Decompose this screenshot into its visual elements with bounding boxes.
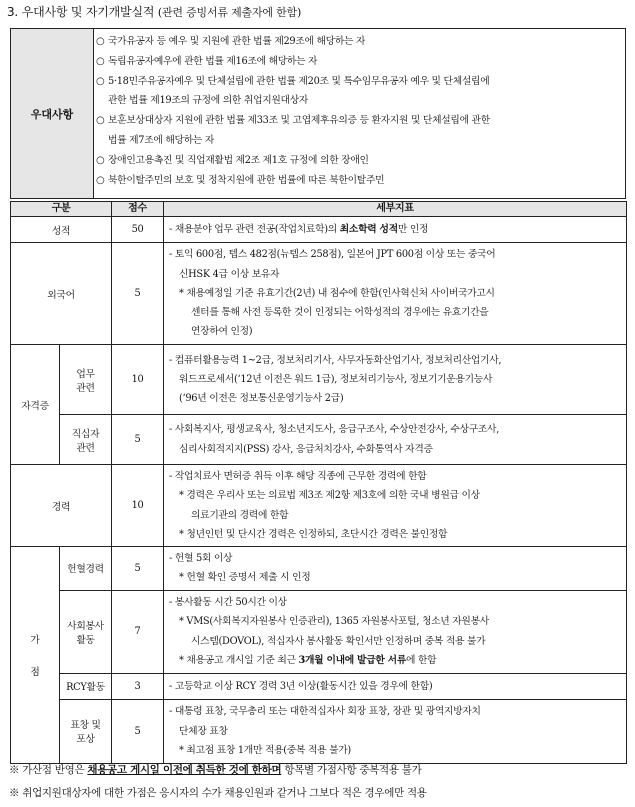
- table-row: [11, 590, 627, 673]
- row-score: 5: [112, 243, 164, 345]
- section-number: 3.: [7, 5, 19, 19]
- row-sublabel: 업무 관련: [60, 345, 112, 415]
- row-score: 5: [112, 699, 164, 763]
- circle-bullet-icon: ○: [96, 55, 105, 67]
- preference-item: ○ 국가유공자 등 예우 및 지원에 관한 법률 제29조에 해당하는 자: [96, 32, 622, 52]
- preference-item-continued: 법률 제7조에 해당하는 자: [108, 134, 215, 146]
- row-sublabel: 직십자 관련: [60, 415, 112, 465]
- section-subtitle: (관련 증빙서류 제출자에 한함): [157, 6, 302, 19]
- table-row: [11, 415, 627, 465]
- preference-item: ○ 독립유공자예우에 관한 법률 제16조에 해당하는 자: [96, 52, 622, 72]
- table-row: [11, 699, 627, 763]
- row-detail: - 컴퓨터활용능력 1~2급, 정보처리기사, 사무자동화산업기사, 정보처리산업기사, 워드프로세서(‘12년 이전은 워드 1급), 정보처리기능사, 정보기기운용기능사 (‘96년 이전은 정보통신운영기능사 2급): [164, 345, 627, 415]
- row-score: 7: [112, 590, 164, 673]
- table-row: [11, 465, 627, 547]
- score-table: [10, 201, 627, 764]
- header-detail: 세부지표: [164, 202, 627, 217]
- preference-item: ○ 5·18민주유공자예우 및 단체설립에 관한 법률 제20조 및 특수임무유공자 예우 및 단체설립에: [96, 72, 622, 92]
- circle-bullet-icon: ○: [96, 154, 105, 166]
- circle-bullet-icon: ○: [96, 115, 105, 127]
- row-detail: - 대통령 표창, 국무총리 또는 대한적십자사 회장 표창, 장관 및 광역지방자치 단체장 표창 * 최고점 표창 1개만 적용(중복 적용 불가): [164, 699, 627, 763]
- table-row: [11, 673, 627, 699]
- row-sublabel: 표창 및 포상: [60, 699, 112, 763]
- table-row: [11, 243, 627, 345]
- preference-item: ○ 장애인고용촉진 및 직업재활법 제2조 제1호 규정에 의한 장애인: [96, 151, 622, 171]
- table-row: [11, 547, 627, 591]
- preference-item: ○ 북한이탈주민의 보호 및 정착지원에 관한 법률에 따른 북한이탈주민: [96, 171, 622, 191]
- circle-bullet-icon: ○: [96, 174, 105, 186]
- circle-bullet-icon: ○: [96, 36, 105, 47]
- row-score: 5: [112, 415, 164, 465]
- preference-list: [96, 32, 622, 190]
- header-score: 점수: [112, 202, 164, 217]
- row-detail: - 작업치료사 면허증 취득 이후 해당 직종에 근무한 경력에 한함 * 경력은 우리사 또는 의료법 제3조 제2항 제3호에 의한 국내 병원급 이상 의료기관의 경력에 한함 * 청년인턴 및 단시간 경력은 인정하되, 초단시간 경력은 불인정함: [164, 465, 627, 547]
- preference-header: 우대사항: [11, 29, 94, 198]
- section-heading: 우대사항 및 자기개발실적: [21, 5, 155, 19]
- section-title: [7, 4, 301, 21]
- row-score: 10: [112, 465, 164, 547]
- row-score: 10: [112, 345, 164, 415]
- row-sublabel: 사회봉사 활동: [60, 590, 112, 673]
- row-detail: - 사회복지사, 평생교육사, 청소년지도사, 응급구조사, 수상안전강사, 수상구조사, 심리사회적지지(PSS) 강사, 응급처치강사, 수화통역사 자격증: [164, 415, 627, 465]
- row-sublabel: 헌혈경력: [60, 547, 112, 591]
- row-detail: - 헌혈 5회 이상 * 헌혈 확인 증명서 제출 시 인정: [164, 547, 627, 591]
- table-header-row: [11, 202, 627, 217]
- row-score: 5: [112, 547, 164, 591]
- footnote-bonus: ※ 가산점 반영은 채용공고 게시일 이전에 취득한 것에 한하며 항목별 가점사항 중복적용 불가: [9, 764, 422, 776]
- row-group-label: 자격증: [11, 345, 60, 465]
- row-label: 성적: [11, 217, 112, 243]
- table-row: [11, 217, 627, 243]
- row-score: 3: [112, 673, 164, 699]
- preference-table: [10, 28, 626, 199]
- preference-item: ○ 보훈보상대상자 지원에 관한 법률 제33조 및 고엽제후유의증 등 환자지원 및 단체설립에 관한: [96, 111, 622, 131]
- header-category: 구분: [11, 202, 112, 217]
- row-label: 외국어: [11, 243, 112, 345]
- footnote-eligibility: ※ 취업지원대상자에 대한 가점은 응시자의 수가 채용인원과 같거나 그보다 적은 경우에만 적용: [9, 787, 427, 799]
- row-label: 경력: [11, 465, 112, 547]
- row-sublabel: RCY활동: [60, 673, 112, 699]
- preference-item-continued: 관한 법률 제19조의 규정에 의한 취업지원대상자: [108, 95, 309, 107]
- table-row: [11, 345, 627, 415]
- row-score: 50: [112, 217, 164, 243]
- row-detail: - 토익 600점, 텝스 482점(뉴텝스 258점), 일본어 JPT 600점 이상 또는 중국어 신HSK 4급 이상 보유자 * 채용예정일 기준 유효기간(2년) 내 점수에 한함(인사혁신처 사이버국가고시 센터를 통해 사전 등록한 것이 인정되는 어학성적의 경우에는 유효기간을 연장하여 인정): [164, 243, 627, 345]
- circle-bullet-icon: ○: [96, 75, 105, 87]
- row-detail: - 봉사활동 시간 50시간 이상 * VMS(사회복지자원봉사 인증관리), 1365 자원봉사포털, 청소년 자원봉사 시스템(DOVOL), 적십자사 봉사활동 확인서만 인정하며 중복 적용 불가 * 채용공고 개시일 기준 최근 3개월 이내에 발급한 서류에 한함: [164, 590, 627, 673]
- row-detail: - 고등학교 이상 RCY 경력 3년 이상(활동시간 있을 경우에 한함): [164, 673, 627, 699]
- row-group-label: 가 점: [11, 547, 60, 764]
- row-detail: - 채용분야 업무 관련 전공(작업치료학)의 최소학력 성적만 인정: [164, 217, 627, 243]
